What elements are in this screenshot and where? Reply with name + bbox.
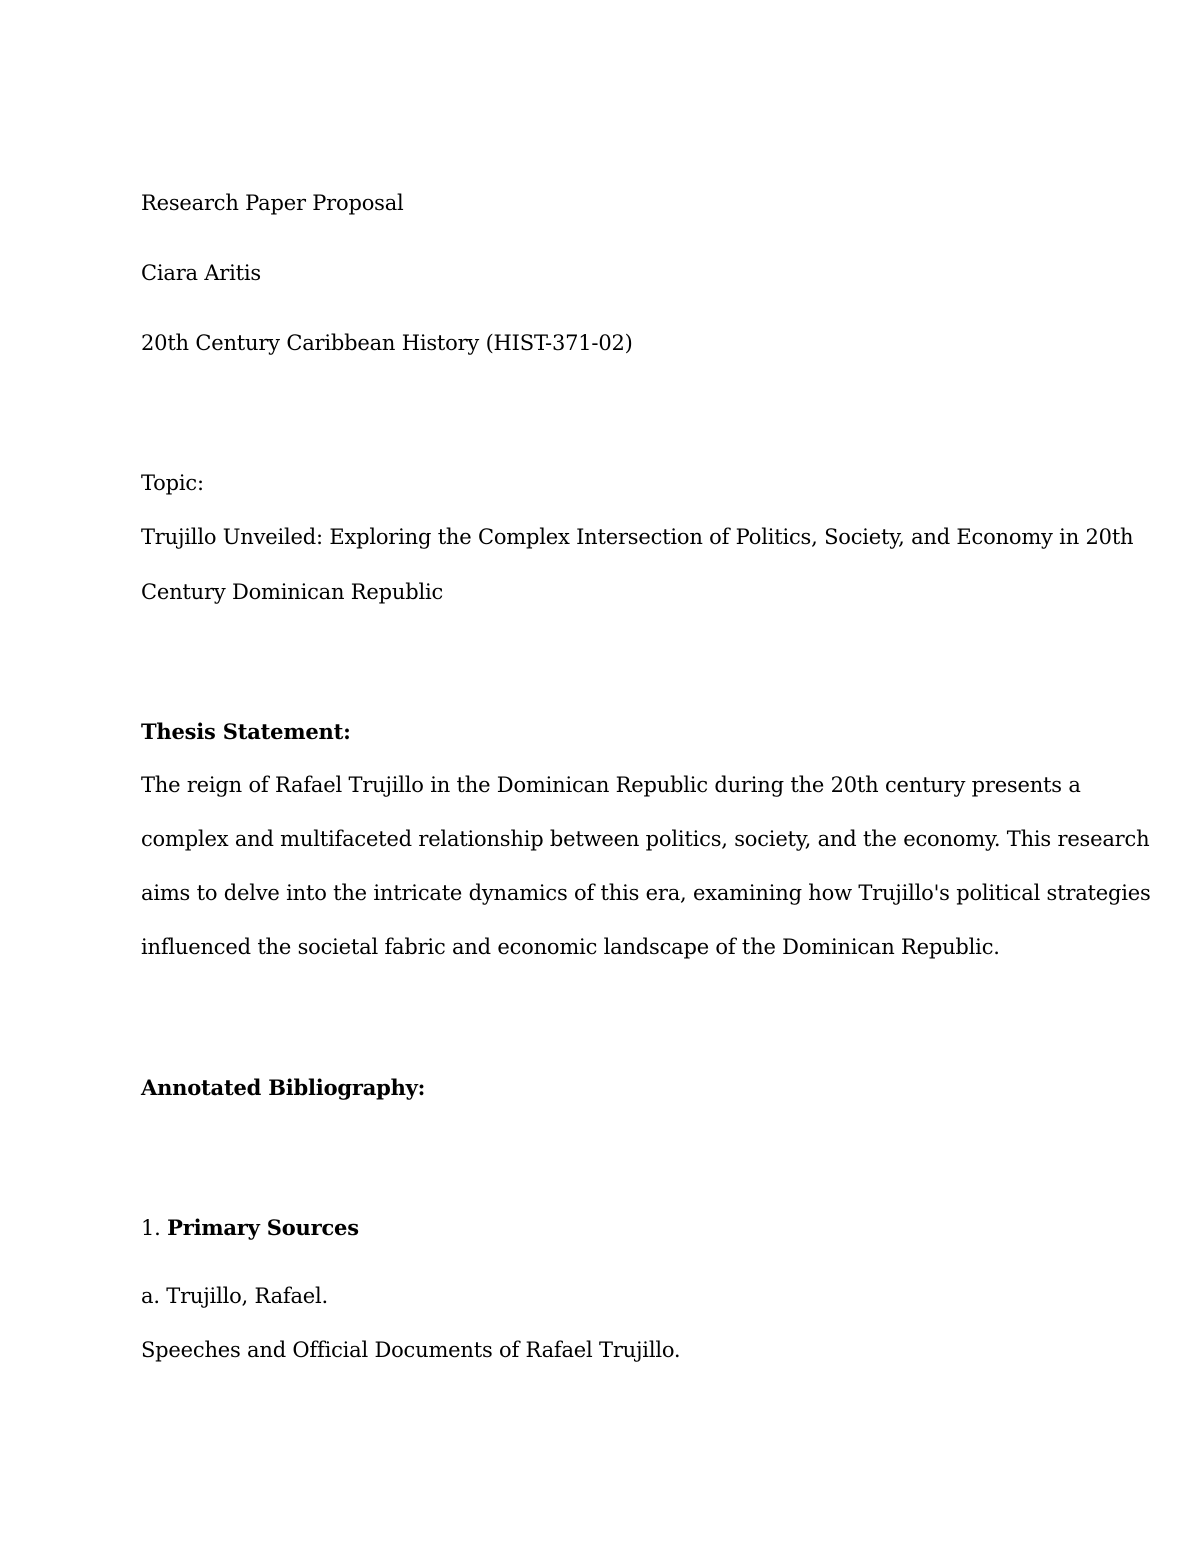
- topic-line: Trujillo Unveiled: Exploring the Complex Intersection of Politics, Society, and Economy in 20th: [141, 525, 1134, 549]
- thesis-line: complex and multifaceted relationship between politics, society, and the economy. This research: [141, 827, 1150, 851]
- bibliography-entry-label: a. Trujillo, Rafael.: [141, 1284, 329, 1308]
- course-name: 20th Century Caribbean History (HIST-371-02): [141, 331, 633, 355]
- paper-title: Research Paper Proposal: [141, 191, 404, 215]
- thesis-line: The reign of Rafael Trujillo in the Dominican Republic during the 20th century presents a: [141, 773, 1081, 797]
- bibliography-entry-title: Speeches and Official Documents of Rafael Trujillo.: [141, 1338, 681, 1362]
- author-name: Ciara Aritis: [141, 261, 261, 285]
- section-title: Primary Sources: [167, 1215, 359, 1240]
- bibliography-heading: Annotated Bibliography:: [141, 1075, 426, 1100]
- thesis-heading: Thesis Statement:: [141, 719, 351, 744]
- thesis-line: influenced the societal fabric and economic landscape of the Dominican Republic.: [141, 935, 1000, 959]
- topic-line: Century Dominican Republic: [141, 580, 444, 604]
- bibliography-section: [141, 1217, 359, 1239]
- topic-label: Topic:: [141, 471, 204, 495]
- section-number: 1.: [141, 1216, 161, 1240]
- thesis-line: aims to delve into the intricate dynamics of this era, examining how Trujillo's political strategies: [141, 881, 1151, 905]
